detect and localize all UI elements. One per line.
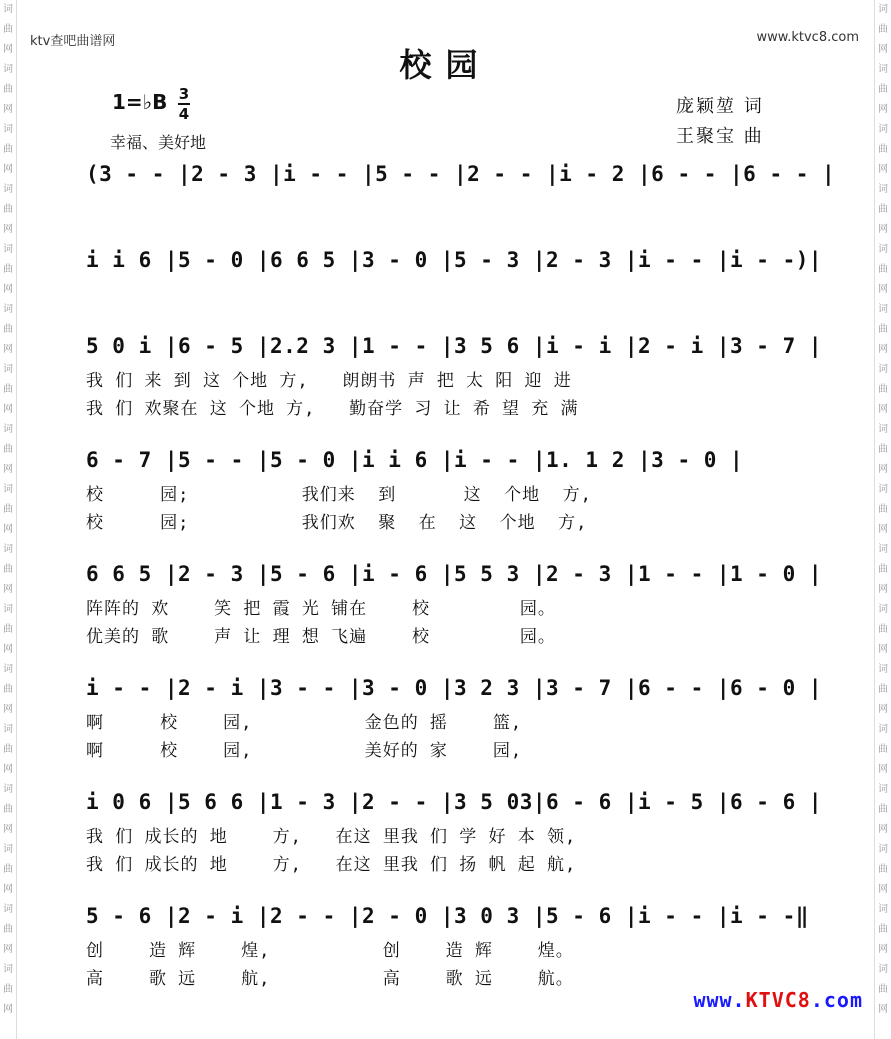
watermark-char: 曲 <box>3 84 13 95</box>
watermark-char: 曲 <box>878 924 888 935</box>
watermark-char: 曲 <box>3 144 13 155</box>
lyric-verse-2: 高 歌 远 航, 高 歌 远 航。 <box>86 969 574 989</box>
watermark-char: 网 <box>3 524 13 535</box>
watermark-char: 网 <box>878 524 888 535</box>
watermark-char: 词 <box>3 64 13 75</box>
watermark-char: 词 <box>3 604 13 615</box>
watermark-char: 网 <box>3 584 13 595</box>
watermark-char: 曲 <box>3 24 13 35</box>
watermark-char: 曲 <box>878 564 888 575</box>
watermark-char: 曲 <box>3 624 13 635</box>
watermark-char: 曲 <box>878 444 888 455</box>
watermark-char: 词 <box>878 784 888 795</box>
watermark-char: 曲 <box>878 684 888 695</box>
watermark-char: 网 <box>878 764 888 775</box>
watermark-char: 词 <box>878 124 888 135</box>
lyric-verse-1: 创 造 辉 煌, 创 造 辉 煌。 <box>86 941 574 961</box>
watermark-char: 网 <box>878 644 888 655</box>
lyric-verse-1: 校 园; 我们来 到 这 个地 方, <box>86 485 592 505</box>
site-name-left: ktv查吧曲谱网 <box>30 34 116 49</box>
watermark-char: 网 <box>878 344 888 355</box>
lyric-verse-2: 我 们 成长的 地 方, 在这 里我 们 扬 帆 起 航, <box>86 855 577 875</box>
watermark-char: 词 <box>3 124 13 135</box>
watermark-char: 词 <box>878 64 888 75</box>
watermark-char: 网 <box>878 1004 888 1015</box>
lyricist-credit: 庞颖堃 词 <box>676 96 764 117</box>
score-row-notes: i i 6 |5 - 0 |6 6 5 |3 - 0 |5 - 3 |2 - 3 |i - - |i - -)| <box>86 248 823 272</box>
watermark-char: 词 <box>878 544 888 555</box>
watermark-char: 词 <box>878 364 888 375</box>
watermark-char: 词 <box>878 964 888 975</box>
meter-top: 3 <box>178 85 190 103</box>
watermark-char: 网 <box>878 704 888 715</box>
score-row-notes: i 0 6 |5 6 6 |1 - 3 |2 - - |3 5 03|6 - 6 |i - 5 |6 - 6 | <box>86 790 823 814</box>
footer-url-brand: KTVC8 <box>745 988 811 1012</box>
lyric-verse-1: 我 们 成长的 地 方, 在这 里我 们 学 好 本 领, <box>86 827 577 847</box>
watermark-char: 曲 <box>3 684 13 695</box>
score-row-notes: 5 - 6 |2 - i |2 - - |2 - 0 |3 0 3 |5 - 6 |i - - |i - -‖ <box>86 904 809 928</box>
watermark-char: 曲 <box>878 744 888 755</box>
watermark-char: 曲 <box>3 564 13 575</box>
key-signature: 1=♭B <box>112 90 168 114</box>
watermark-char: 曲 <box>878 804 888 815</box>
watermark-char: 词 <box>3 424 13 435</box>
watermark-char: 曲 <box>3 384 13 395</box>
watermark-char: 网 <box>878 884 888 895</box>
watermark-char: 词 <box>878 484 888 495</box>
watermark-char: 网 <box>3 944 13 955</box>
watermark-char: 词 <box>3 4 13 15</box>
watermark-char: 词 <box>3 304 13 315</box>
watermark-char: 网 <box>878 824 888 835</box>
watermark-char: 词 <box>3 184 13 195</box>
watermark-char: 曲 <box>3 924 13 935</box>
footer-url-prefix: www. <box>693 988 746 1012</box>
watermark-char: 网 <box>3 704 13 715</box>
watermark-char: 网 <box>878 224 888 235</box>
watermark-char: 词 <box>878 724 888 735</box>
score-row-notes: 6 6 5 |2 - 3 |5 - 6 |i - 6 |5 5 3 |2 - 3 |1 - - |1 - 0 | <box>86 562 823 586</box>
footer-url-suffix: .com <box>810 988 863 1012</box>
watermark-char: 词 <box>3 244 13 255</box>
lyric-verse-1: 啊 校 园, 金色的 摇 篮, <box>86 713 523 733</box>
tempo-marking: 幸福、美好地 <box>110 133 207 152</box>
watermark-char: 词 <box>3 904 13 915</box>
watermark-char: 曲 <box>3 804 13 815</box>
watermark-char: 曲 <box>878 624 888 635</box>
score-row-notes: 6 - 7 |5 - - |5 - 0 |i i 6 |i - - |1. 1 2 |3 - 0 | <box>86 448 744 472</box>
right-watermark-strip <box>874 0 891 1039</box>
watermark-char: 网 <box>878 104 888 115</box>
score-row-notes: (3 - - |2 - 3 |i - - |5 - - |2 - - |i - 2 |6 - - |6 - - | <box>86 162 836 186</box>
watermark-char: 网 <box>3 344 13 355</box>
score-row-notes: i - - |2 - i |3 - - |3 - 0 |3 2 3 |3 - 7 |6 - - |6 - 0 | <box>86 676 823 700</box>
watermark-char: 曲 <box>3 324 13 335</box>
watermark-char: 词 <box>878 844 888 855</box>
watermark-char: 词 <box>3 484 13 495</box>
watermark-char: 曲 <box>3 204 13 215</box>
watermark-char: 网 <box>878 164 888 175</box>
watermark-char: 网 <box>3 104 13 115</box>
left-watermark-strip <box>0 0 17 1039</box>
watermark-char: 词 <box>3 364 13 375</box>
watermark-char: 网 <box>878 44 888 55</box>
watermark-char: 词 <box>878 604 888 615</box>
watermark-char: 词 <box>878 244 888 255</box>
lyric-verse-2: 校 园; 我们欢 聚 在 这 个地 方, <box>86 513 588 533</box>
watermark-char: 曲 <box>878 204 888 215</box>
watermark-char: 曲 <box>3 864 13 875</box>
watermark-char: 网 <box>878 404 888 415</box>
watermark-char: 词 <box>878 184 888 195</box>
watermark-char: 网 <box>3 884 13 895</box>
watermark-char: 曲 <box>878 324 888 335</box>
watermark-char: 网 <box>3 164 13 175</box>
lyric-verse-1: 阵阵的 欢 笑 把 霞 光 铺在 校 园。 <box>86 599 556 619</box>
score-row-notes: 5 0 i |6 - 5 |2.2 3 |1 - - |3 5 6 |i - i |2 - i |3 - 7 | <box>86 334 823 358</box>
watermark-char: 曲 <box>878 264 888 275</box>
watermark-char: 曲 <box>878 144 888 155</box>
site-url-right: www.ktvc8.com <box>756 30 859 45</box>
song-title: 校园 <box>399 46 492 84</box>
watermark-char: 网 <box>3 764 13 775</box>
watermark-char: 网 <box>3 44 13 55</box>
watermark-char: 曲 <box>878 864 888 875</box>
watermark-char: 词 <box>878 304 888 315</box>
watermark-char: 曲 <box>878 84 888 95</box>
watermark-char: 网 <box>3 824 13 835</box>
watermark-char: 曲 <box>3 984 13 995</box>
watermark-char: 网 <box>878 584 888 595</box>
watermark-char: 网 <box>878 944 888 955</box>
watermark-char: 词 <box>878 664 888 675</box>
watermark-char: 曲 <box>3 504 13 515</box>
watermark-char: 曲 <box>878 504 888 515</box>
watermark-char: 曲 <box>3 444 13 455</box>
watermark-char: 网 <box>3 224 13 235</box>
watermark-char: 词 <box>878 424 888 435</box>
watermark-char: 词 <box>3 964 13 975</box>
watermark-char: 曲 <box>3 264 13 275</box>
watermark-char: 网 <box>3 1004 13 1015</box>
watermark-char: 曲 <box>3 744 13 755</box>
watermark-char: 词 <box>3 664 13 675</box>
watermark-char: 网 <box>3 404 13 415</box>
watermark-char: 词 <box>3 844 13 855</box>
lyric-verse-2: 优美的 歌 声 让 理 想 飞遍 校 园。 <box>86 627 556 647</box>
meter-bottom: 4 <box>178 105 190 123</box>
watermark-char: 曲 <box>878 384 888 395</box>
watermark-char: 词 <box>878 4 888 15</box>
watermark-char: 网 <box>3 284 13 295</box>
footer-site-url <box>693 988 863 1012</box>
watermark-char: 词 <box>3 724 13 735</box>
composer-credit: 王聚宝 曲 <box>676 126 764 147</box>
watermark-char: 网 <box>878 464 888 475</box>
lyric-verse-1: 我 们 来 到 这 个地 方, 朗朗书 声 把 太 阳 迎 进 <box>86 371 572 391</box>
watermark-char: 曲 <box>878 984 888 995</box>
watermark-char: 网 <box>3 464 13 475</box>
watermark-char: 曲 <box>878 24 888 35</box>
lyric-verse-2: 我 们 欢聚在 这 个地 方, 勤奋学 习 让 希 望 充 满 <box>86 399 579 419</box>
watermark-char: 网 <box>3 644 13 655</box>
time-signature <box>178 86 190 122</box>
lyric-verse-2: 啊 校 园, 美好的 家 园, <box>86 741 523 761</box>
watermark-char: 词 <box>3 544 13 555</box>
watermark-char: 词 <box>3 784 13 795</box>
watermark-char: 网 <box>878 284 888 295</box>
watermark-char: 词 <box>878 904 888 915</box>
